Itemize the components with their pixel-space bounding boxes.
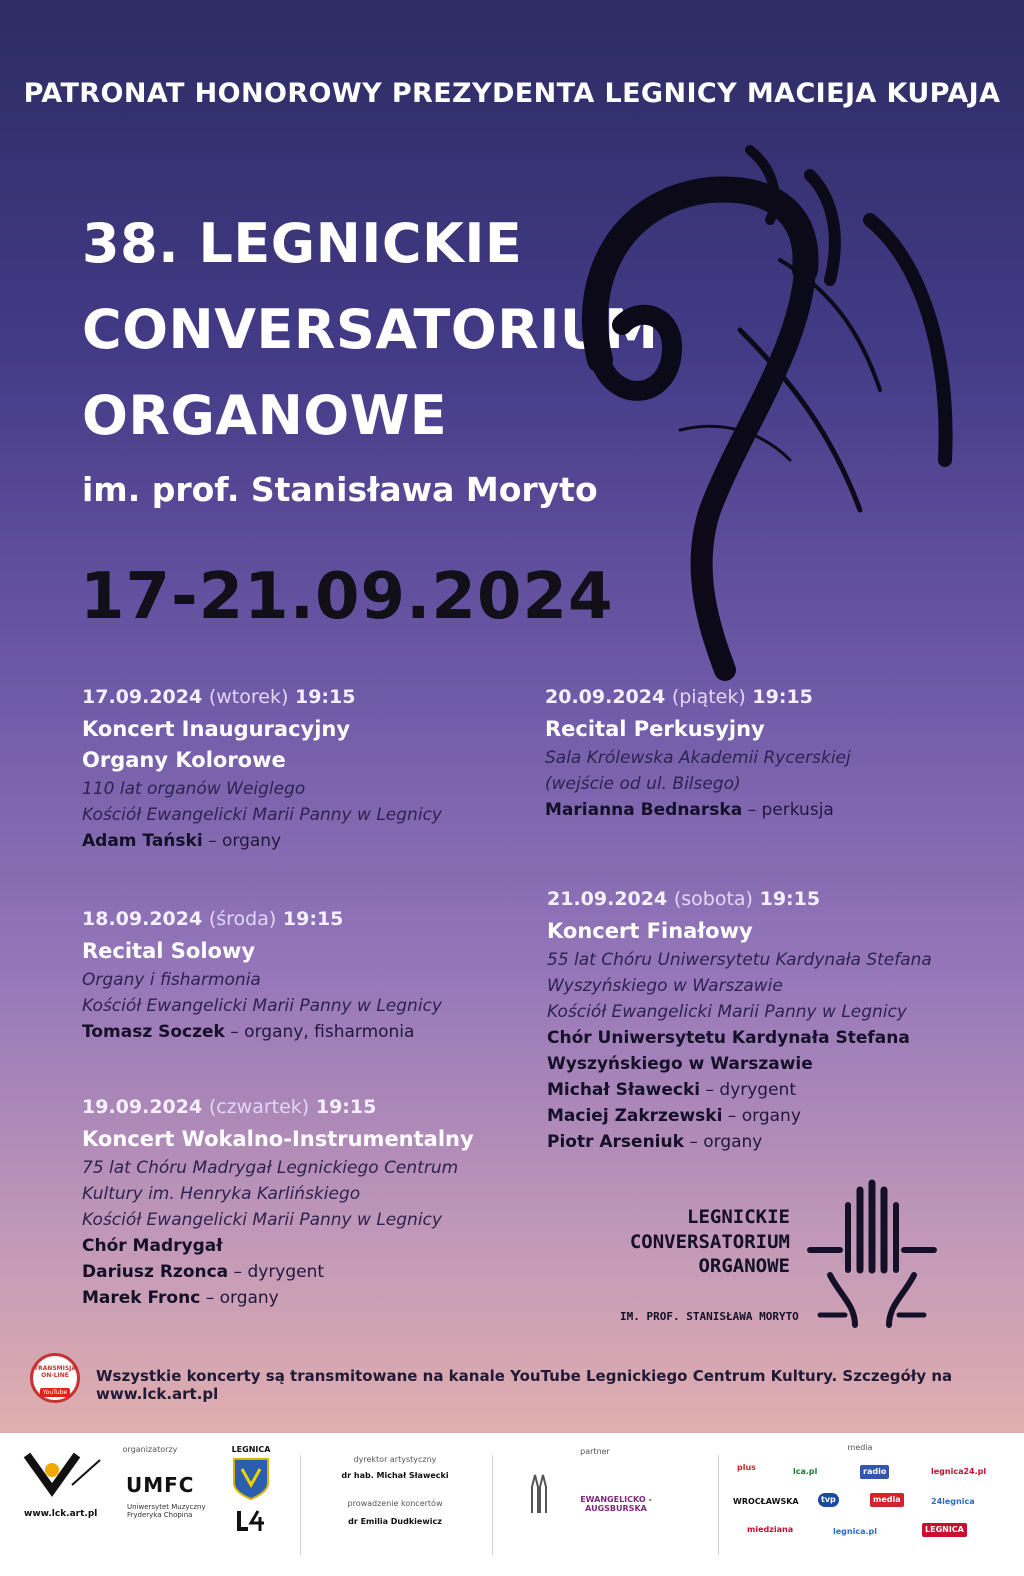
festival-logo	[610, 1175, 950, 1335]
media-logo: radio	[860, 1465, 889, 1479]
media-logo: 24legnica	[931, 1497, 975, 1506]
event-header: 20.09.2024 (piątek) 19:15	[545, 686, 813, 708]
event-venue: Kościół Ewangelicki Marii Panny w Legnicy	[82, 1210, 442, 1230]
title-line-3: ORGANOWE	[82, 384, 448, 447]
event-info: (wejście od ul. Bilsego)	[545, 774, 741, 794]
event-performer: Maciej Zakrzewski – organy	[547, 1106, 801, 1126]
title-subtitle: im. prof. Stanisława Moryto	[82, 470, 598, 509]
partner-label: partner	[580, 1447, 610, 1456]
media-logo: WROCŁAWSKA	[733, 1497, 799, 1506]
event-title: Koncert Wokalno-Instrumentalny	[82, 1127, 474, 1151]
event-header: 18.09.2024 (środa) 19:15	[82, 908, 344, 930]
event-performer: Marek Fronc – organy	[82, 1288, 279, 1308]
partner-name: EWANGELICKO - AUGSBURSKA	[580, 1495, 652, 1513]
event-venue: Kościół Ewangelicki Marii Panny w Legnicy	[82, 805, 442, 825]
media-logo: media	[870, 1493, 904, 1507]
event-performer: Piotr Arseniuk – organy	[547, 1132, 763, 1152]
director-name: dr hab. Michał Sławecki	[341, 1471, 449, 1480]
l4-logo-icon	[236, 1509, 266, 1533]
festival-logo-subline: IM. PROF. STANISŁAWA MORYTO	[620, 1310, 799, 1323]
event-title: Organy Kolorowe	[82, 748, 286, 772]
title-line-2: CONVERSATORIUM	[82, 298, 659, 361]
event-info: 55 lat Chóru Uniwersytetu Kardynała Stefana	[547, 950, 932, 970]
event-performer: Chór Uniwersytetu Kardynała Stefana	[547, 1028, 910, 1048]
media-logo: lca.pl	[793, 1467, 818, 1476]
event-header: 21.09.2024 (sobota) 19:15	[547, 888, 821, 910]
event-2024-09-20	[545, 688, 851, 828]
event-venue: Kościół Ewangelicki Marii Panny w Legnicy	[82, 996, 442, 1016]
event-2024-09-17	[82, 688, 442, 859]
media-logo: plus	[737, 1463, 756, 1472]
event-info: Kultury im. Henryka Karlińskiego	[82, 1184, 361, 1204]
bass-clef-illustration	[560, 130, 1000, 690]
event-header: 17.09.2024 (wtorek) 19:15	[82, 686, 356, 708]
event-performer: Chór Madrygał	[82, 1236, 223, 1256]
event-title: Recital Perkusyjny	[545, 717, 765, 741]
festival-dates: 17-21.09.2024	[80, 560, 614, 634]
media-logo: legnica24.pl	[931, 1467, 987, 1476]
event-info: Wyszyńskiego w Warszawie	[547, 976, 783, 996]
media-logo: miedziana	[747, 1525, 794, 1534]
sponsor-footer	[0, 1433, 1024, 1576]
media-logo: LEGNICA	[922, 1523, 967, 1537]
umfc-logo: UMFC	[126, 1473, 195, 1497]
media-logo: tvp	[818, 1493, 839, 1507]
event-info: 75 lat Chóru Madrygał Legnickiego Centrum	[82, 1158, 459, 1178]
patronat-heading: PATRONAT HONOROWY PREZYDENTA LEGNICY MACIEJA KUPAJA	[23, 78, 1001, 109]
event-performer: Michał Sławecki – dyrygent	[547, 1080, 796, 1100]
youtube-icon: YouTube	[40, 1388, 70, 1397]
streaming-info: Wszystkie koncerty są transmitowane na kanale YouTube Legnickiego Centrum Kultury. Szczegóły na www.lck.art.pl	[96, 1367, 953, 1403]
event-performer: Adam Tański – organy	[82, 831, 282, 851]
host-name: dr Emilia Dudkiewicz	[348, 1517, 442, 1526]
event-info: Organy i fisharmonia	[82, 970, 261, 990]
event-venue: Sala Królewska Akademii Rycerskiej	[545, 748, 851, 768]
event-performer: Marianna Bednarska – perkusja	[545, 800, 834, 820]
church-icon	[528, 1473, 550, 1513]
event-title: Koncert Finałowy	[547, 919, 753, 943]
umfc-subtitle: Uniwersytet Muzyczny Fryderyka Chopina	[127, 1503, 206, 1520]
organizers-label: organizatorzy	[122, 1445, 178, 1454]
title-line-1: 38. LEGNICKIE	[82, 212, 523, 275]
event-performer: Dariusz Rzonca – dyrygent	[82, 1262, 325, 1282]
event-2024-09-19	[82, 1098, 474, 1316]
event-title: Koncert Inauguracyjny	[82, 717, 351, 741]
event-info: 110 lat organów Weiglego	[82, 779, 306, 799]
event-performer: Tomasz Soczek – organy, fisharmonia	[82, 1022, 415, 1042]
event-header: 19.09.2024 (czwartek) 19:15	[82, 1096, 377, 1118]
youtube-stream-badge: TRANSMISJA ON-LINE YouTube	[30, 1353, 80, 1403]
lck-url: www.lck.art.pl	[24, 1509, 98, 1519]
media-label: media	[847, 1443, 873, 1452]
host-label: prowadzenie koncertów	[347, 1499, 443, 1508]
organ-faces-icon	[800, 1175, 950, 1335]
event-performer: Wyszyńskiego w Warszawie	[547, 1054, 813, 1074]
lck-logo-icon	[22, 1445, 102, 1507]
event-2024-09-21	[547, 890, 932, 1160]
festival-logo-wordmark: LEGNICKIE CONVERSATORIUM ORGANOWE	[629, 1206, 790, 1278]
media-logo: legnica.pl	[833, 1527, 877, 1536]
event-title: Recital Solowy	[82, 939, 256, 963]
legnica-label: LEGNICA	[231, 1445, 271, 1454]
event-2024-09-18	[82, 910, 442, 1050]
event-venue: Kościół Ewangelicki Marii Panny w Legnicy	[547, 1002, 907, 1022]
legnica-crest-icon	[232, 1457, 270, 1501]
director-label: dyrektor artystyczny	[353, 1455, 437, 1464]
